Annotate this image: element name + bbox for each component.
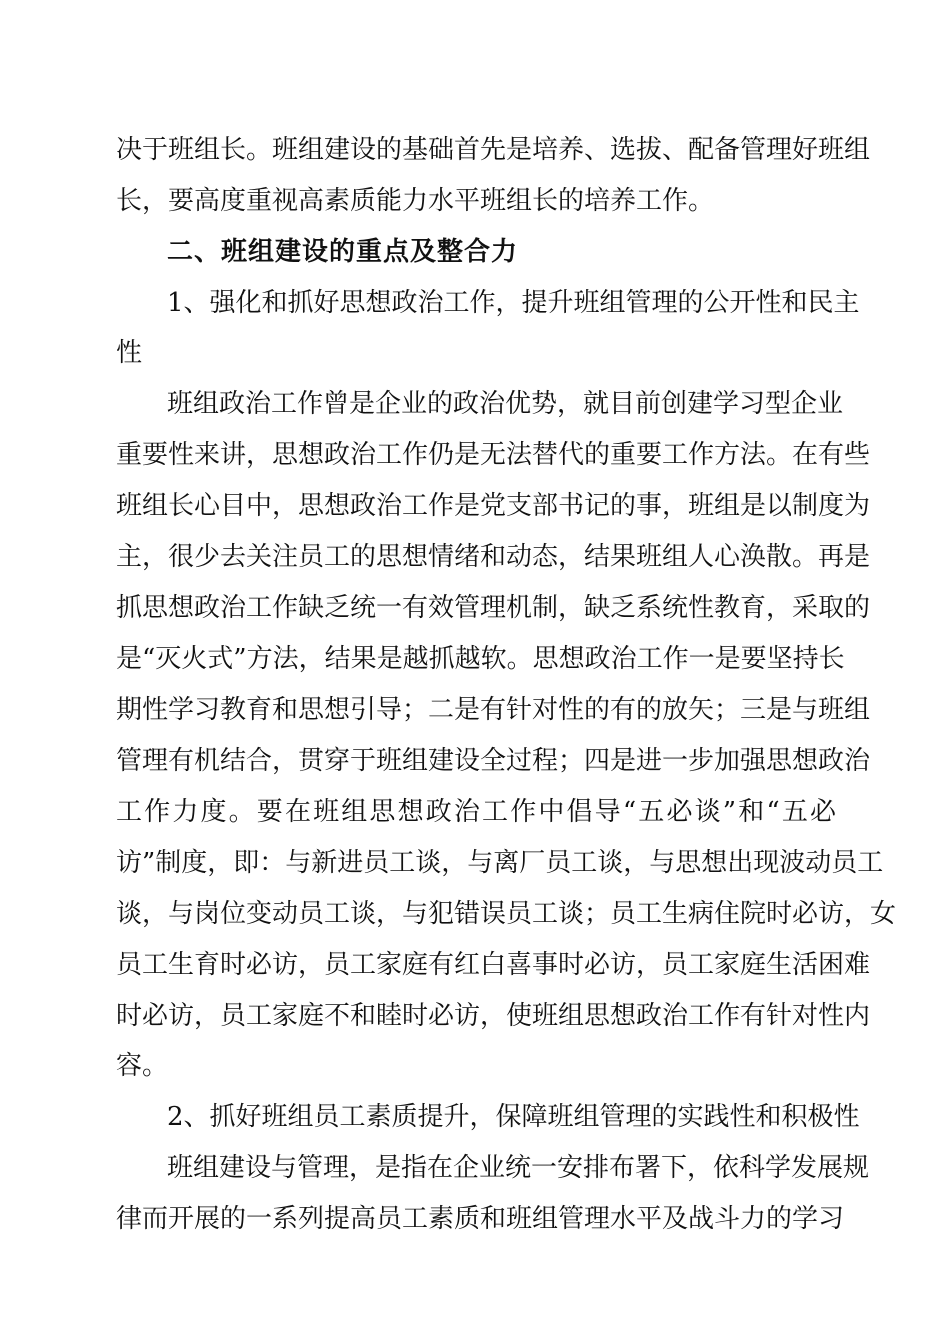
body-text-line: 员工生育时必访，员工家庭有红白喜事时必访，员工家庭生活困难: [116, 950, 871, 980]
body-text-line: 期性学习教育和思想引导；二是有针对性的有的放矢；三是与班组: [116, 695, 871, 725]
body-text-line: 时必访，员工家庭不和睦时必访，使班组思想政治工作有针对性内: [116, 1001, 871, 1031]
body-text-line: 管理有机结合，贯穿于班组建设全过程；四是进一步加强思想政治: [116, 746, 871, 776]
body-text-line: 谈，与岗位变动员工谈，与犯错误员工谈；员工生病住院时必访，女: [116, 899, 897, 929]
body-text-line: 律而开展的一系列提高员工素质和班组管理水平及战斗力的学习: [116, 1204, 845, 1234]
body-text-line: 重要性来讲，思想政治工作仍是无法替代的重要工作方法。在有些: [116, 440, 871, 470]
subsection-heading-continued: 性: [116, 338, 143, 368]
section-heading: 二、班组建设的重点及整合力: [167, 237, 519, 267]
paragraph-first-line: 班组政治工作曾是企业的政治优势，就目前创建学习型企业: [167, 389, 844, 419]
body-text-line: 抓思想政治工作缺乏统一有效管理机制，缺乏系统性教育，采取的: [116, 593, 871, 623]
subsection-heading: 1、强化和抓好思想政治工作，提升班组管理的公开性和民主: [167, 288, 860, 318]
body-text-line: 访”制度，即：与新进员工谈，与离厂员工谈，与思想出现波动员工: [116, 848, 884, 878]
subsection-heading: 2、抓好班组员工素质提升，保障班组管理的实践性和积极性: [167, 1102, 860, 1132]
body-text-line: 主，很少去关注员工的思想情绪和动态，结果班组人心涣散。再是: [116, 542, 871, 572]
body-text-line: 工作力度。要在班组思想政治工作中倡导“五必谈”和“五必: [116, 797, 836, 827]
body-text-line: 是“灭火式”方法，结果是越抓越软。思想政治工作一是要坚持长: [116, 644, 845, 674]
body-text-line: 长，要高度重视高素质能力水平班组长的培养工作。: [116, 186, 715, 216]
body-text-line: 班组长心目中，思想政治工作是党支部书记的事，班组是以制度为: [116, 491, 871, 521]
paragraph-first-line: 班组建设与管理，是指在企业统一安排布署下，依科学发展规: [167, 1153, 870, 1183]
body-text-line: 决于班组长。班组建设的基础首先是培养、选拔、配备管理好班组: [116, 135, 871, 165]
body-text-line: 容。: [116, 1051, 169, 1081]
